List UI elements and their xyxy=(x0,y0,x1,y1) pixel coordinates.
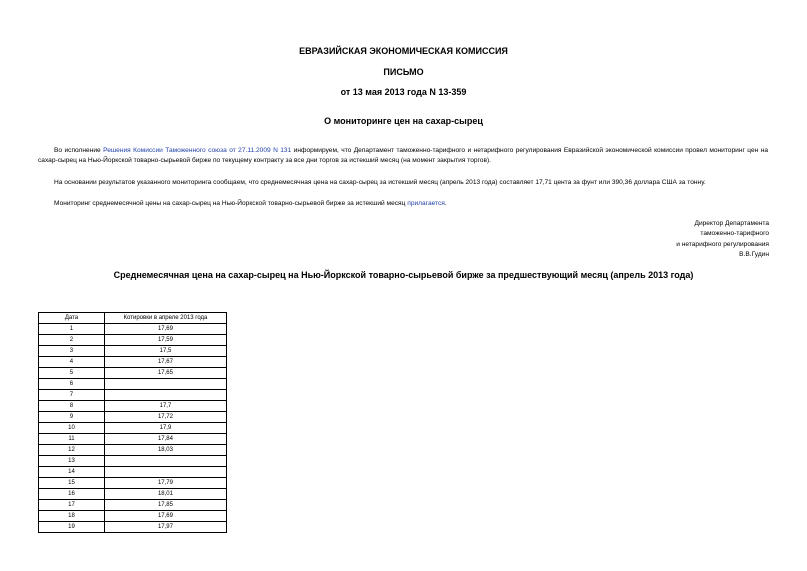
attachment-link[interactable]: прилагается xyxy=(407,200,445,207)
paragraph-1-prefix: Во исполнение xyxy=(54,147,104,154)
signature-line-2: таможенно-тарифного xyxy=(700,230,769,238)
cell-quote xyxy=(104,467,226,478)
cell-date: 15 xyxy=(39,478,105,489)
cell-date: 13 xyxy=(39,456,105,467)
cell-quote: 17,69 xyxy=(104,511,226,522)
signature-line-3: и нетарифного регулирования xyxy=(676,240,769,248)
table-row xyxy=(39,445,227,456)
cell-date: 12 xyxy=(39,445,105,456)
cell-quote xyxy=(104,379,226,390)
cell-quote: 17,85 xyxy=(104,500,226,511)
column-header-quotes: Котировки в апреле 2013 года xyxy=(104,313,226,324)
table-row xyxy=(39,434,227,445)
cell-date: 9 xyxy=(39,412,105,423)
decision-link[interactable]: Решения Комиссии Таможенного союза от 27.11.2009 N 131 xyxy=(103,147,292,154)
table-row xyxy=(39,456,227,467)
table-row xyxy=(39,335,227,346)
cell-quote xyxy=(104,456,226,467)
paragraph-1 xyxy=(38,146,768,166)
table-row xyxy=(39,500,227,511)
cell-quote: 17,59 xyxy=(104,335,226,346)
table-row xyxy=(39,412,227,423)
cell-quote: 17,72 xyxy=(104,412,226,423)
table-title: Среднемесячная цена на сахар-сырец на Нью-Йоркской товарно-сырьевой бирже за предшествующий месяц (апрель 2013 года) xyxy=(113,270,694,280)
paragraph-3-prefix: Мониторинг среднемесячной цены на сахар-сырец на Нью-Йоркской товарно-сырьевой бирже за истекший месяц xyxy=(54,200,408,207)
doc-subject: О мониторинге цен на сахар-сырец xyxy=(324,116,483,126)
paragraph-3-suffix: . xyxy=(444,200,447,207)
doc-type: ПИСЬМО xyxy=(383,67,424,77)
cell-quote: 17,7 xyxy=(104,401,226,412)
paragraph-2: На основании результатов указанного мониторинга сообщаем, что среднемесячная цена на сахар-сырец за истекший месяц (апрель 2013 года) составляет 17,71 цента за фунт или 390,36 доллара США за тонну. xyxy=(54,179,706,186)
cell-date: 8 xyxy=(39,401,105,412)
signature-name: В.В.Гудин xyxy=(739,250,769,258)
table-row xyxy=(39,357,227,368)
table-row xyxy=(39,467,227,478)
cell-date: 17 xyxy=(39,500,105,511)
cell-quote: 17,79 xyxy=(104,478,226,489)
cell-quote xyxy=(104,390,226,401)
paragraph-3 xyxy=(38,199,768,209)
signature-block xyxy=(569,219,769,260)
table-row xyxy=(39,324,227,335)
cell-quote: 17,69 xyxy=(104,324,226,335)
table-row xyxy=(39,346,227,357)
cell-date: 11 xyxy=(39,434,105,445)
cell-date: 7 xyxy=(39,390,105,401)
table-row xyxy=(39,489,227,500)
cell-quote: 17,84 xyxy=(104,434,226,445)
column-header-date: Дата xyxy=(39,313,105,324)
quotes-table xyxy=(38,312,227,533)
cell-date: 2 xyxy=(39,335,105,346)
cell-quote: 17,9 xyxy=(104,423,226,434)
cell-quote: 17,67 xyxy=(104,357,226,368)
table-row xyxy=(39,423,227,434)
cell-date: 16 xyxy=(39,489,105,500)
cell-quote: 18,01 xyxy=(104,489,226,500)
cell-quote: 17,5 xyxy=(104,346,226,357)
cell-date: 3 xyxy=(39,346,105,357)
table-header-row xyxy=(39,313,227,324)
paragraph-1-suffix: информируем, что Департамент таможенно-тарифного и нетарифного регулирования Евразийской экономической комиссии провел мониторинг цен на сахар-сырец на Нью-Йоркской товарно-сырьевой бирже по текущему контракту за все дни торгов за истекший месяц (на момент закрытия торгов). xyxy=(38,147,769,164)
table-row xyxy=(39,368,227,379)
cell-quote: 17,65 xyxy=(104,368,226,379)
table-body xyxy=(39,324,227,533)
cell-date: 4 xyxy=(39,357,105,368)
cell-date: 18 xyxy=(39,511,105,522)
doc-date-number: от 13 мая 2013 года N 13-359 xyxy=(340,87,467,97)
cell-date: 19 xyxy=(39,522,105,533)
signature-line-1: Директор Департамента xyxy=(694,220,769,227)
cell-date: 10 xyxy=(39,423,105,434)
table-row xyxy=(39,511,227,522)
cell-date: 6 xyxy=(39,379,105,390)
cell-quote: 17,97 xyxy=(104,522,226,533)
cell-date: 1 xyxy=(39,324,105,335)
cell-date: 5 xyxy=(39,368,105,379)
table-row xyxy=(39,401,227,412)
cell-date: 14 xyxy=(39,467,105,478)
table-row xyxy=(39,390,227,401)
cell-quote: 18,03 xyxy=(104,445,226,456)
table-row xyxy=(39,379,227,390)
table-row xyxy=(39,478,227,489)
table-row xyxy=(39,522,227,533)
org-title: ЕВРАЗИЙСКАЯ ЭКОНОМИЧЕСКАЯ КОМИССИЯ xyxy=(299,46,508,56)
